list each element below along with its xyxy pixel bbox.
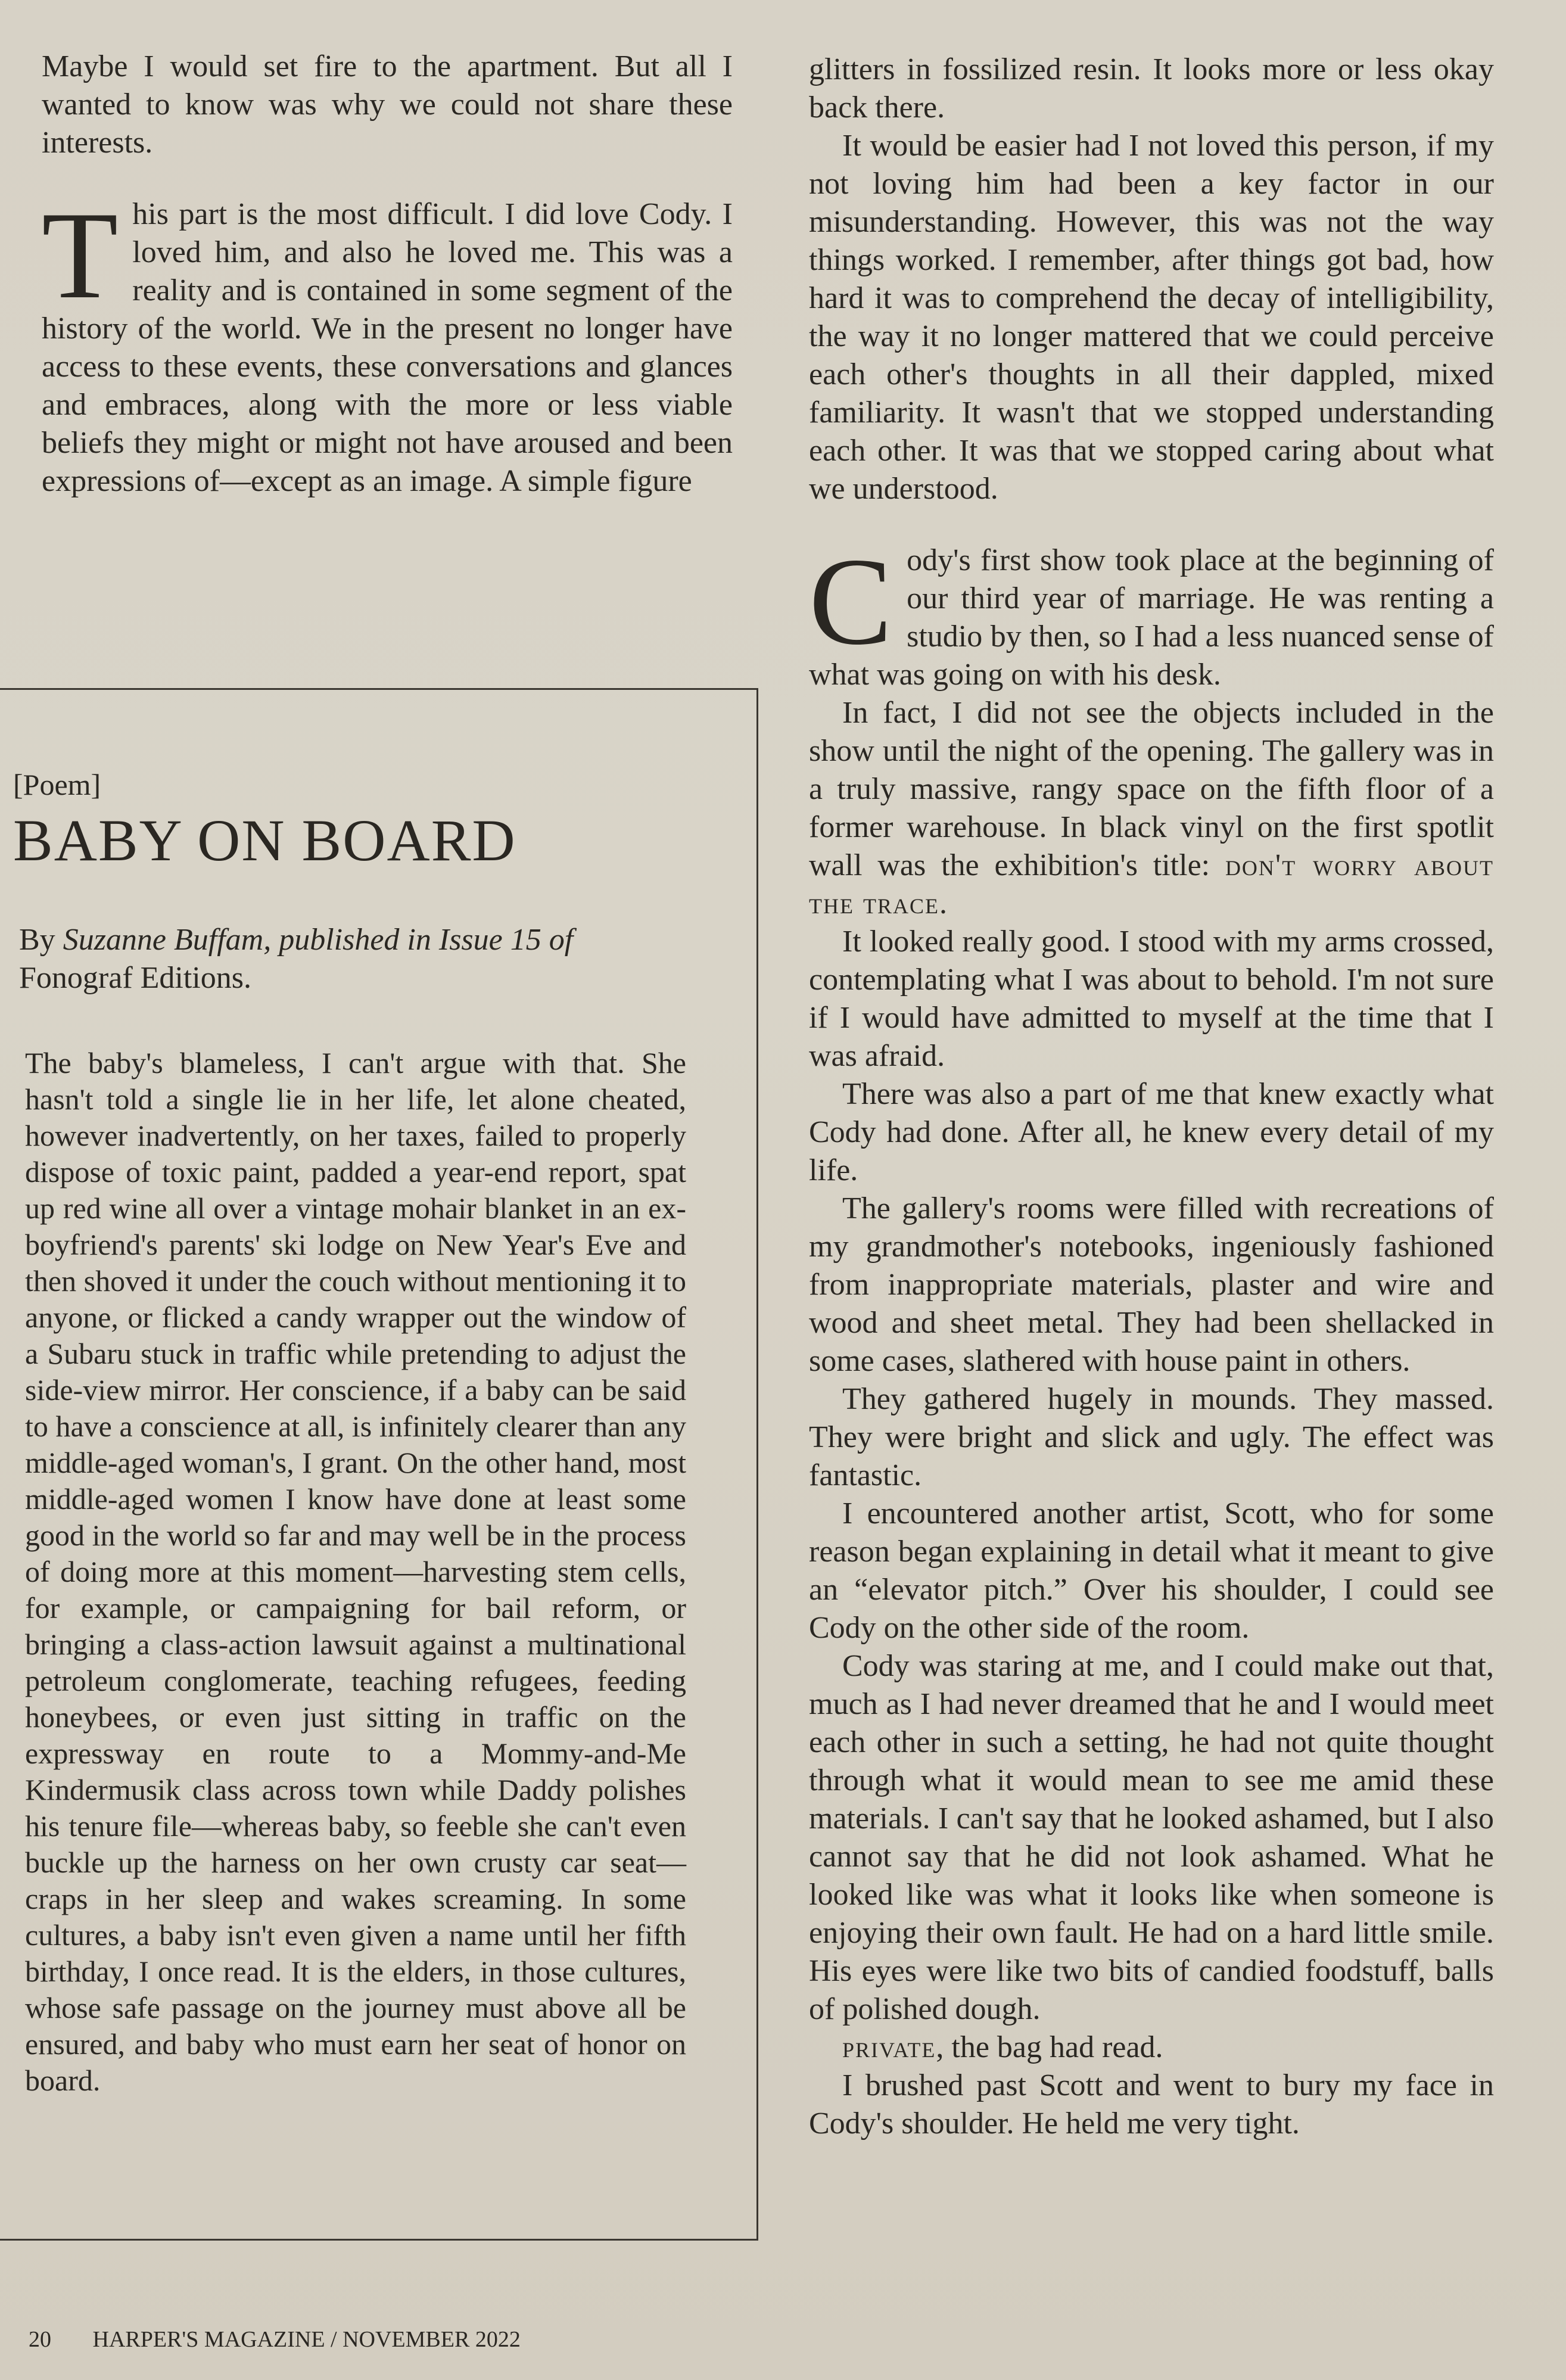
drop-cap: C xyxy=(809,533,893,671)
paragraph: glitters in fossilized resin. It looks more or less okay back there. xyxy=(809,52,1494,125)
paragraph xyxy=(809,533,1494,694)
poem-body: The baby's blameless, I can't argue with that. She hasn't told a single lie in her life, let alone cheated, however inadvertently, on her taxes, failed to properly dispose of toxic paint, padded a year-end report, spat up red wine all over a vintage mohair blanket in an ex-boyfriend's parents' ski lodge on New Year's Eve and then shoved it under the couch without mentioning it to anyone, or flicked a candy wrapper out the window of a Subaru stuck in traffic while pretending to adjust the side-view mirror. Her conscience, if a baby can be said to have a conscience at all, is infinitely clearer than any middle-aged woman's, I grant. On the other hand, most middle-aged women I know have done at least some good in the world so far and may well be in the process of doing more at this moment—harvesting stem cells, for example, or campaigning for bail reform, or bringing a class-action lawsuit against a multinational petroleum conglomerate, teaching refugees, feeding honeybees, or even just sitting in traffic on the expressway en route to a Mommy-and-Me Kindermusik class across town while Daddy polishes his tenure file—whereas baby, so feeble she can't even buckle up the harness on her own crusty car seat—craps in her sleep and wakes screaming. In some cultures, a baby isn't even given a name until her fifth birthday, I once read. It is the elders, in those cultures, whose safe passage on the journey must above all be ensured, and baby who must earn her seat of honor on board. xyxy=(25,1046,686,2097)
paragraph: Cody was staring at me, and I could make out that, much as I had never dreamed that he and I would meet each other in such a setting, he had not quite thought through what it would mean to see me amid these materials. I can't say that he looked ashamed, but I also cannot say that he did not look ashamed. What he looked like was what it looks like when someone is enjoying their own fault. He had on a hard little smile. His eyes were like two bits of candied foodstuff, balls of polished dough. xyxy=(809,1649,1494,2026)
section-break xyxy=(42,162,733,195)
paragraph xyxy=(809,694,1494,923)
left-column-text xyxy=(42,48,733,500)
paragraph-text: In fact, I did not see the objects included in the show until the night of the opening. The gallery was in a truly massive, rangy space on the fifth floor of a former warehouse. In black vinyl on the first spotlit wall was the exhibition's title: xyxy=(809,696,1494,882)
poem-content xyxy=(13,767,692,2099)
byline-italic: Suzanne Buffam, published in Issue 15 of xyxy=(63,923,574,957)
paragraph: It looked really good. I stood with my arms crossed, contemplating what I was about to behold. I'm not sure if I would have admitted to myself at the time that I was afraid. xyxy=(809,925,1494,1073)
paragraph: There was also a part of me that knew exactly what Cody had done. After all, he knew every detail of my life. xyxy=(809,1077,1494,1187)
right-column-text xyxy=(809,51,1494,2143)
poem-title: BABY ON BOARD xyxy=(13,807,516,873)
exhibition-title: don't worry about the trace. xyxy=(809,848,1494,920)
paragraph: They gathered hugely in mounds. They massed. They were bright and slick and ugly. The effect was fantastic. xyxy=(809,1382,1494,1492)
page-footer xyxy=(29,2326,521,2353)
byline-by: By xyxy=(19,923,63,957)
paragraph: It would be easier had I not loved this person, if my not loving him had been a key factor in our misunderstanding. However, this was not the way things worked. I remember, after things got bad, how hard it was to comprehend the decay of intelligibility, the way it no longer mattered that we could perceive each other's thoughts in all their dappled, mixed familiarity. It wasn't that we stopped understanding each other. It was that we stopped caring about what we understood. xyxy=(809,129,1494,506)
drop-cap: T xyxy=(42,186,119,325)
poem-sidebar-box xyxy=(0,688,758,2241)
paragraph xyxy=(809,2029,1494,2067)
paragraph-text: ody's first show took place at the beginning of our third year of marriage. He was renting a studio by then, so I had a less nuanced sense of what was going on with his desk. xyxy=(809,543,1494,692)
magazine-folio: HARPER'S MAGAZINE / NOVEMBER 2022 xyxy=(92,2327,521,2352)
paragraph-text: his part is the most difficult. I did love Cody. I loved him, and also he loved me. This was a reality and is contained in some segment of the history of the world. We in the present no longer have access to these events, these conversations and glances and embraces, along with the more or less viable beliefs they might or might not have aroused and been expressions of—except as an image. A simple figure xyxy=(42,197,733,498)
poem-byline xyxy=(19,921,692,997)
paragraph: I brushed past Scott and went to bury my face in Cody's shoulder. He held me very tight. xyxy=(809,2068,1494,2141)
paragraph: Maybe I would set fire to the apartment. But all I wanted to know was why we could not share these interests. xyxy=(42,49,733,160)
bag-label: private xyxy=(842,2030,936,2064)
byline-rest: Fonograf Editions. xyxy=(19,961,251,995)
paragraph xyxy=(42,186,733,500)
poem-kicker: [Poem] xyxy=(13,768,101,801)
page-number: 20 xyxy=(29,2327,51,2352)
paragraph: I encountered another artist, Scott, who for some reason began explaining in detail what it meant to give an “elevator pitch.” Over his shoulder, I could see Cody on the other side of the room. xyxy=(809,1497,1494,1645)
paragraph-text: , the bag had read. xyxy=(936,2030,1163,2064)
section-break xyxy=(809,508,1494,542)
paragraph: The gallery's rooms were filled with recreations of my grandmother's notebooks, ingeniously fashioned from inappropriate materials, plaster and wire and wood and sheet metal. They had been shellacked in some cases, slathered with house paint in others. xyxy=(809,1191,1494,1378)
